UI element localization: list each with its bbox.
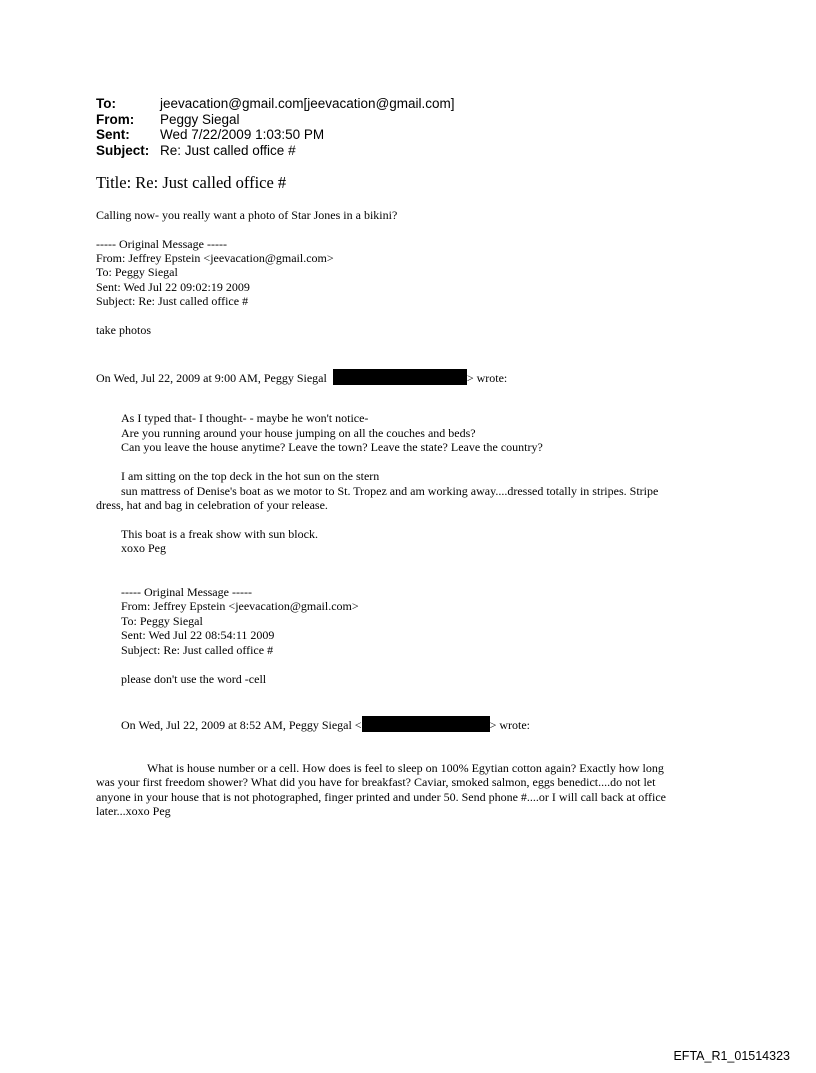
original-from: From: Jeffrey Epstein <jeevacation@gmail.com> [121, 599, 359, 613]
sent-value: Wed 7/22/2009 1:03:50 PM [160, 127, 325, 142]
quoted-signature: xoxo Peg [121, 541, 166, 555]
email-header [96, 96, 455, 158]
reply-text: take photos [96, 323, 151, 337]
original-sent: Sent: Wed Jul 22 08:54:11 2009 [121, 628, 275, 642]
from-value: Peggy Siegal [160, 111, 240, 127]
redaction-box [362, 716, 490, 732]
attribution-suffix: > wrote: [466, 371, 508, 385]
original-to: To: Peggy Siegal [121, 614, 203, 628]
subject-row [96, 143, 455, 159]
original-subject: Subject: Re: Just called office # [96, 294, 249, 308]
opening-line: Calling now- you really want a photo of Star Jones in a bikini? [96, 208, 398, 222]
document-id: EFTA_R1_01514323 [673, 1049, 790, 1063]
quoted-line: sun mattress of Denise's boat as we motor to St. Tropez and am working away....dressed totally in stripes. Stripe [121, 484, 659, 498]
sent-row [96, 127, 455, 143]
from-label: From: [96, 111, 135, 127]
reply-text: please don't use the word -cell [121, 672, 267, 686]
original-to: To: Peggy Siegal [96, 265, 178, 279]
from-row [96, 112, 455, 128]
quoted-line: As I typed that- I thought- - maybe he won't notice- [121, 411, 369, 425]
quoted-line: What is house number or a cell. How does is feel to sleep on 100% Egytian cotton again? Exactly how long [147, 761, 664, 775]
subject-value: Re: Just called office # [160, 142, 296, 158]
attribution-prefix: On Wed, Jul 22, 2009 at 9:00 AM, Peggy Siegal [96, 371, 327, 385]
quoted-line: Are you running around your house jumping on all the couches and beds? [121, 426, 476, 440]
sent-label: Sent: [96, 127, 130, 142]
quoted-line: anyone in your house that is not photographed, finger printed and under 50. Send phone #....or I will call back at office [96, 790, 666, 804]
original-message-marker: ----- Original Message ----- [121, 585, 252, 599]
message-title: Title: Re: Just called office # [96, 173, 287, 192]
attribution-suffix: > wrote: [489, 718, 531, 732]
quote-attribution [121, 716, 530, 732]
quoted-line: later...xoxo Peg [96, 804, 171, 818]
quoted-line: was your first freedom shower? What did you have for breakfast? Caviar, smoked salmon, eggs benedict....do not let [96, 775, 656, 789]
original-subject: Subject: Re: Just called office # [121, 643, 274, 657]
original-sent: Sent: Wed Jul 22 09:02:19 2009 [96, 280, 250, 294]
quoted-line: This boat is a freak show with sun block. [121, 527, 318, 541]
to-label: To: [96, 96, 116, 111]
original-from: From: Jeffrey Epstein <jeevacation@gmail.com> [96, 251, 334, 265]
quote-attribution [96, 369, 507, 385]
to-value: jeevacation@gmail.com[jeevacation@gmail.com] [160, 96, 455, 111]
attribution-prefix: On Wed, Jul 22, 2009 at 8:52 AM, Peggy Siegal < [121, 718, 362, 732]
to-row [96, 96, 455, 112]
quoted-line: Can you leave the house anytime? Leave the town? Leave the state? Leave the country? [121, 440, 543, 454]
subject-label: Subject: [96, 142, 150, 158]
quoted-line: I am sitting on the top deck in the hot sun on the stern [121, 469, 380, 483]
quoted-line: dress, hat and bag in celebration of your release. [96, 498, 328, 512]
redaction-box [333, 369, 467, 385]
original-message-marker: ----- Original Message ----- [96, 237, 227, 251]
